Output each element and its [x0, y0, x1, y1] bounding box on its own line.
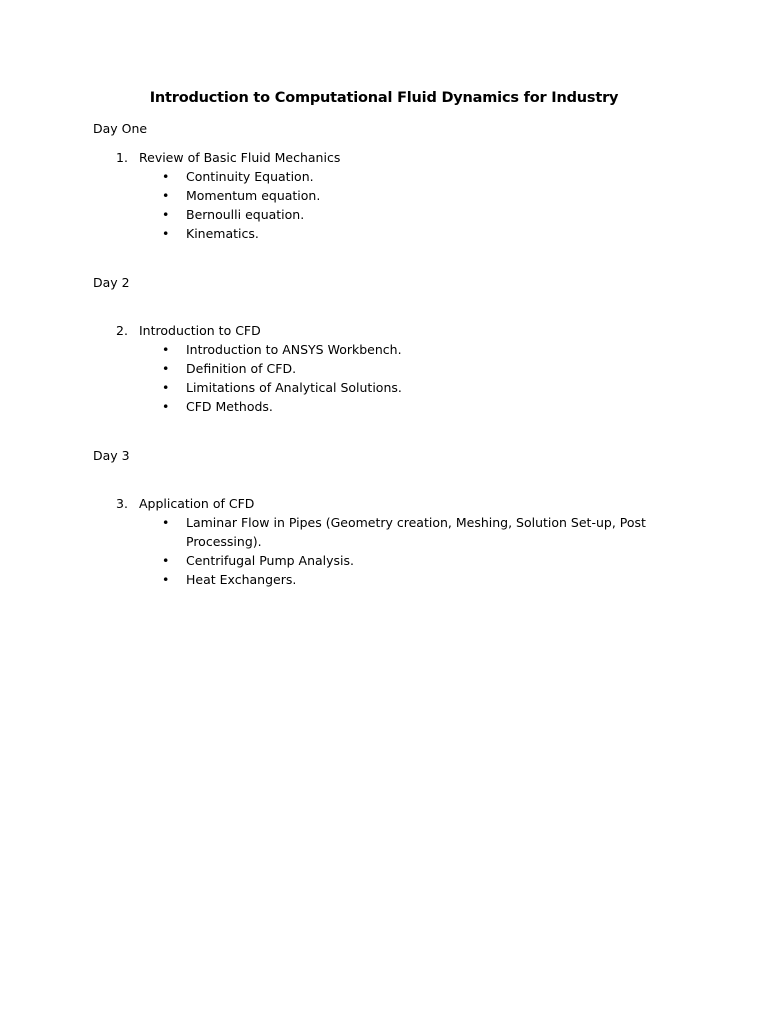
- bullet-icon: •: [162, 207, 170, 222]
- bullet-icon: •: [162, 361, 170, 376]
- section-number-3: 3.: [116, 496, 128, 511]
- bullet-text: Introduction to ANSYS Workbench.: [186, 342, 402, 357]
- list-item: [0, 397, 768, 416]
- section-number-2: 2.: [116, 323, 128, 338]
- bullet-icon: •: [162, 169, 170, 184]
- day-heading-1: Day One: [93, 121, 148, 136]
- bullet-text: Bernoulli equation.: [186, 207, 305, 222]
- bullet-text: Continuity Equation.: [186, 169, 314, 184]
- bullet-icon: •: [162, 342, 170, 357]
- bullet-text: Centrifugal Pump Analysis.: [186, 553, 355, 568]
- section-label-3: Application of CFD: [139, 496, 255, 511]
- bullet-icon: •: [162, 572, 170, 587]
- bullet-text: Momentum equation.: [186, 188, 321, 203]
- list-item: [0, 513, 768, 551]
- section-label-1: Review of Basic Fluid Mechanics: [139, 150, 341, 165]
- document-title: Introduction to Computational Fluid Dynamics for Industry: [149, 90, 619, 106]
- bullet-icon: •: [162, 515, 170, 530]
- day-heading-3: Day 3: [93, 448, 130, 463]
- bullet-text: Definition of CFD.: [186, 361, 297, 376]
- bullet-icon: •: [162, 553, 170, 568]
- list-item: [0, 359, 768, 378]
- list-item: [0, 205, 768, 224]
- bullet-text: Limitations of Analytical Solutions.: [186, 380, 402, 395]
- list-item: [0, 340, 768, 359]
- bullet-icon: •: [162, 226, 170, 241]
- list-item: [0, 551, 768, 570]
- list-item: [0, 167, 768, 186]
- list-item: [0, 186, 768, 205]
- bullet-list-1: [0, 167, 768, 243]
- bullet-list-2: [0, 340, 768, 416]
- bullet-list-3: [0, 513, 768, 589]
- bullet-text: Laminar Flow in Pipes (Geometry creation, Meshing, Solution Set-up, Post Processing).: [186, 515, 646, 549]
- bullet-text: Kinematics.: [186, 226, 259, 241]
- bullet-icon: •: [162, 380, 170, 395]
- list-item: [0, 378, 768, 397]
- section-label-2: Introduction to CFD: [139, 323, 261, 338]
- bullet-text: CFD Methods.: [186, 399, 273, 414]
- day-heading-2: Day 2: [93, 275, 130, 290]
- list-item: [0, 570, 768, 589]
- bullet-text: Heat Exchangers.: [186, 572, 297, 587]
- list-item: [0, 224, 768, 243]
- bullet-icon: •: [162, 399, 170, 414]
- section-number-1: 1.: [116, 150, 128, 165]
- bullet-icon: •: [162, 188, 170, 203]
